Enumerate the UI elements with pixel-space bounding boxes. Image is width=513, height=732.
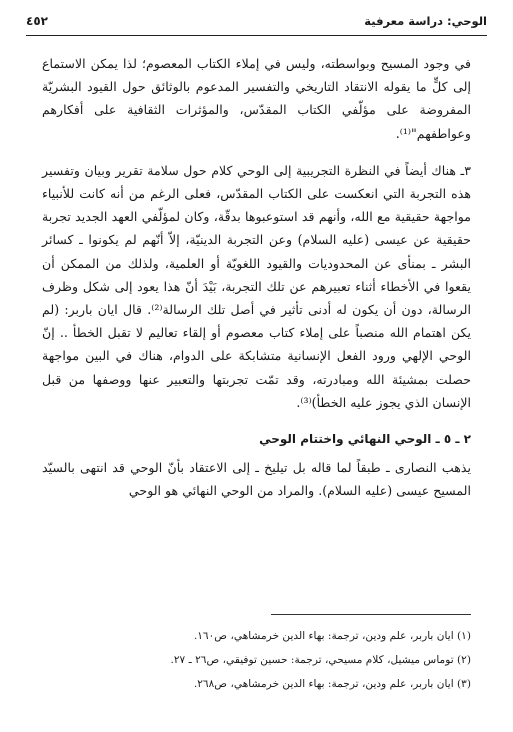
paragraph-1: في وجود المسيح وبواسطته، وليس في إملاء الكتاب المعصوم؛ لذا يمكن الاستماع إلى كلٍّ ما يقوله الانتقاد التاريخي والتفسير المدعوم بالوثائق حول القيود البشريّة المفروضة على مؤلّفي الكتاب المقدّس، والمؤثرات الثقافية على أفكارهم وعواطفهم"⁽¹⁾.	[42, 56, 471, 141]
paragraph-2: ٣ـ هناك أيضاً في النظرة التجريبية إلى الوحي كلام حول سلامة تقرير وبيان وتفسير هذه التجربة التي انعكست على الكتاب المقدّس، فعلى الرغم من أنه كانت للأنبياء مواجهة حقيقية مع الله، وأنهم قد استوعبوها بدقّة، وكان لمؤلّفي العهد الجديد تجربة حقيقية عن عيسى (عليه السلام) وعن التجربة الدينيّة، إلاّ أنّهم لم يكونوا ـ كسائر البشر ـ بمنأى عن المحدوديات والقيود اللغويّة أو العلمية، ولذلك من الممكن أن يقعوا في الأخطاء أثناء تعبيرهم عن تلك التجربة، بَيْدَ أنّ هذا يعود إلى شكل وظرف الرسالة، دون أن يكون له أدنى تأثير في أصل تلك الرسالة⁽²⁾. قال ايان باربر: (لم يكن اهتمام الله منصباً على إملاء كتاب معصوم أو إلقاء تعاليم لا تقبل الخطأ .. إنّ الوحي الإلهي ورود الفعل الإنسانية متشابكة على الدوام، هناك في البين مواجهة حصلت بمشيئة الله ومبادرته، وقد تمّت تجربتها والتعبير عنها ووصفها من قبل الإنسان الذي يجوز عليه الخطأ)⁽³⁾.	[42, 162, 471, 410]
main-text	[42, 52, 471, 502]
footnote-2: (٢) توماس ميشيل، كلام مسيحي، ترجمة: حسين توفيقي، ص٢٦ ـ ٢٧.	[170, 654, 471, 666]
footnotes	[42, 624, 471, 696]
footnote-divider	[271, 614, 471, 615]
page-number: ٤٥٢	[26, 14, 48, 28]
header-divider	[26, 35, 487, 36]
running-header	[26, 14, 487, 32]
section-heading: ٢ ـ ٥ ـ الوحي النهائي واختتام الوحي	[259, 432, 471, 447]
running-title: الوحي: دراسة معرفية	[364, 14, 487, 28]
footnote-1: (١) ايان باربر، علم ودين، ترجمة: بهاء الدين خرمشاهي، ص١٦٠.	[193, 630, 471, 642]
footnote-3: (٣) ايان باربر، علم ودين، ترجمة: بهاء الدين خرمشاهي، ص٢٦٨.	[193, 678, 471, 690]
section-paragraph: يذهب النصارى ـ طبقاً لما قاله بل تيليخ ـ إلى الاعتقاد بأنّ الوحي قد انتهى بالسيّد المسيح عيسى (عليه السلام). والمراد من الوحي النهائي هو الوحي	[42, 460, 471, 499]
